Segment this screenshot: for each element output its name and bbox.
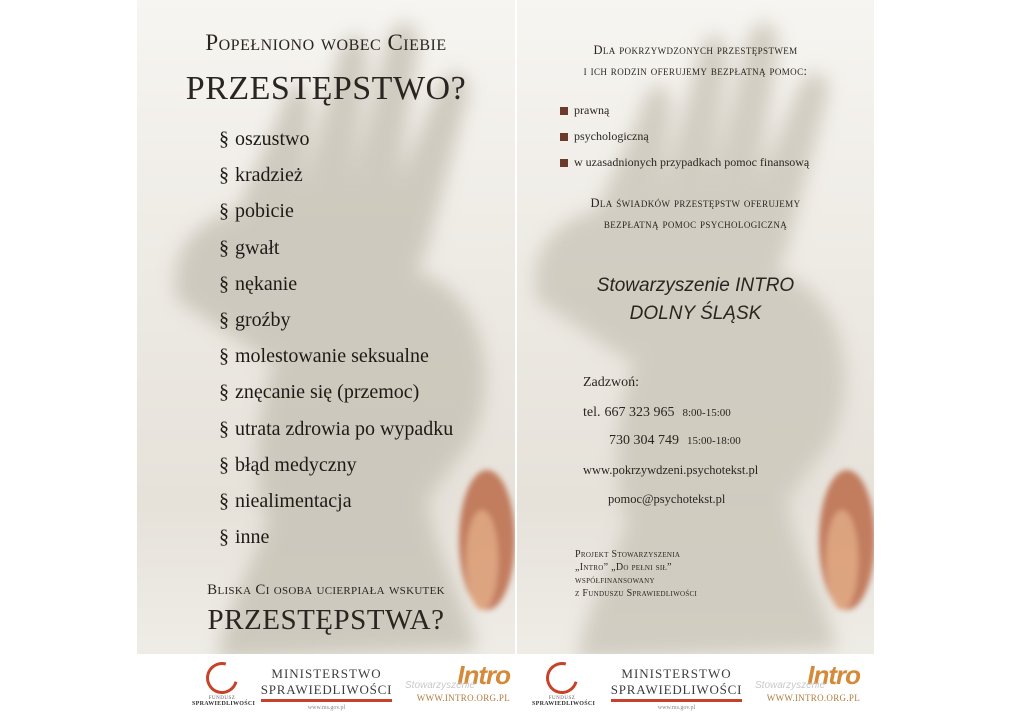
section-sign-icon: § (219, 454, 229, 476)
intro-logo (405, 660, 510, 703)
crime-list-item-label: pobicie (235, 200, 294, 222)
crime-list-item-label: nękanie (235, 273, 298, 295)
offer-bullet-item (560, 129, 649, 144)
organization-name-line1: Stowarzyszenie INTRO (596, 275, 795, 296)
website-link[interactable]: www.pokrzywdzeni.psychotekst.pl (583, 463, 759, 477)
section-sign-icon: § (219, 309, 229, 331)
phone-number-1[interactable]: 667 323 965 (604, 405, 675, 420)
left-second-title: PRZESTĘPSTWA? (207, 604, 445, 636)
left-subheading: Bliska Ci osoba ucierpiała wskutek (207, 582, 445, 598)
crime-list-item (219, 381, 419, 404)
left-heading: Popełniono wobec Ciebie (205, 30, 447, 55)
section-sign-icon: § (219, 200, 229, 222)
ministry-logo-line2: SPRAWIEDLIWOŚCI (261, 682, 393, 702)
fundusz-logo (192, 662, 256, 707)
crime-list-item-label: groźby (235, 309, 291, 331)
phone-row-2 (609, 431, 741, 449)
section-sign-icon: § (219, 164, 229, 186)
ministry-logo-right (609, 666, 744, 711)
offer-heading-line1: Dla pokrzywdzonych przestępstwem (593, 43, 798, 57)
section-sign-icon: § (219, 345, 229, 367)
crime-list-item (219, 273, 297, 296)
ministry-logo-url: www.ms.gov.pl (307, 705, 346, 711)
leaflet-left-panel (137, 0, 515, 718)
phone-number-2[interactable]: 730 304 749 (609, 433, 679, 448)
crime-list-item (219, 345, 429, 368)
section-sign-icon: § (219, 490, 229, 512)
offer-bullet-label: w uzasadnionych przypadkach pomoc finansową (574, 155, 810, 169)
crime-list-item-label: znęcanie się (przemoc) (235, 381, 420, 403)
ministry-logo (259, 666, 394, 711)
crime-list-item (219, 526, 269, 549)
intro-logo-url: WWW.INTRO.ORG.PL (416, 693, 510, 703)
ministry-logo-right-url: www.ms.gov.pl (657, 705, 696, 711)
crime-list-item-label: błąd medyczny (235, 454, 357, 476)
project-line2: „Intro” „Do pełni sił” (575, 562, 672, 573)
organization-name-line2: DOLNY ŚLĄSK (629, 303, 762, 324)
eagle-icon-right (540, 656, 584, 700)
crime-list-item-label: oszustwo (235, 128, 310, 150)
phone-row-1 (583, 403, 731, 421)
email-link[interactable]: pomoc@psychotekst.pl (608, 492, 726, 506)
crime-list-item-label: molestowanie seksualne (235, 345, 429, 367)
intro-logo-right-url: WWW.INTRO.ORG.PL (766, 693, 860, 703)
witness-heading-line1: Dla świadków przestępstw oferujemy (590, 196, 801, 210)
offer-bullet-label: psychologiczną (574, 129, 649, 143)
offer-heading-line2: i ich rodzin oferujemy bezpłatną pomoc: (583, 64, 808, 78)
crime-list-item (219, 128, 309, 151)
square-bullet-icon (560, 159, 568, 167)
section-sign-icon: § (219, 526, 229, 548)
witness-heading (517, 193, 874, 235)
intro-logo-word: Intro (457, 660, 510, 690)
intro-logo-stowarzyszenie: Stowarzyszenie (405, 680, 476, 691)
project-line4: z Funduszu Sprawiedliwości (575, 588, 698, 599)
crime-list-item-label: niealimentacja (235, 490, 352, 512)
ministry-logo-line1: MINISTERSTWO (271, 666, 382, 681)
offer-bullet-item (560, 155, 809, 170)
leaflet-right-panel (517, 0, 874, 718)
phone-prefix: tel. (583, 405, 601, 420)
crime-list-item (219, 418, 453, 441)
square-bullet-icon (560, 133, 568, 141)
crime-list-item-label: kradzież (235, 164, 303, 186)
ministry-logo-right-line1: MINISTERSTWO (621, 666, 732, 681)
intro-logo-right-stowarzyszenie: Stowarzyszenie (755, 680, 826, 691)
fundusz-logo-line1: FUNDUSZ (208, 696, 236, 701)
left-main-title: PRZESTĘPSTWO? (185, 70, 467, 107)
fundusz-logo-right (532, 662, 596, 707)
left-logo-strip (137, 654, 515, 718)
offer-bullet-label: prawną (574, 103, 610, 117)
crime-list-item-label: gwałt (235, 237, 280, 259)
crime-list-item (219, 309, 291, 332)
call-label: Zadzwoń: (583, 375, 639, 390)
crime-list-item (219, 164, 303, 187)
phone-hours-2: 15:00-18:00 (687, 435, 741, 447)
crime-list-item-label: inne (235, 526, 270, 548)
intro-logo-right-word: Intro (807, 660, 860, 690)
section-sign-icon: § (219, 381, 229, 403)
crime-list-item (219, 490, 352, 513)
crime-list-item-label: utrata zdrowia po wypadku (235, 418, 454, 440)
fundusz-logo-right-line1: FUNDUSZ (548, 696, 576, 701)
ministry-logo-right-line2: SPRAWIEDLIWOŚCI (611, 682, 743, 702)
witness-heading-line2: bezpłatną pomoc psychologiczną (603, 217, 788, 231)
phone-hours-1: 8:00-15:00 (682, 407, 731, 419)
project-info (575, 548, 697, 600)
fundusz-logo-right-line2: SPRAWIEDLIWOŚCI (532, 701, 596, 707)
square-bullet-icon (560, 107, 568, 115)
section-sign-icon: § (219, 128, 229, 150)
section-sign-icon: § (219, 273, 229, 295)
crime-list-item (219, 200, 294, 223)
project-line3: współfinansowany (575, 575, 655, 586)
offer-heading (517, 40, 874, 82)
crime-list-item (219, 237, 279, 260)
section-sign-icon: § (219, 418, 229, 440)
right-logo-strip (517, 654, 874, 718)
crime-list-item (219, 454, 357, 477)
section-sign-icon: § (219, 237, 229, 259)
intro-logo-right (755, 660, 860, 703)
eagle-icon (200, 656, 244, 700)
project-line1: Projekt Stowarzyszenia (575, 549, 681, 560)
fundusz-logo-line2: SPRAWIEDLIWOŚCI (192, 701, 256, 707)
organization-name (517, 272, 874, 328)
offer-bullet-item (560, 103, 609, 118)
